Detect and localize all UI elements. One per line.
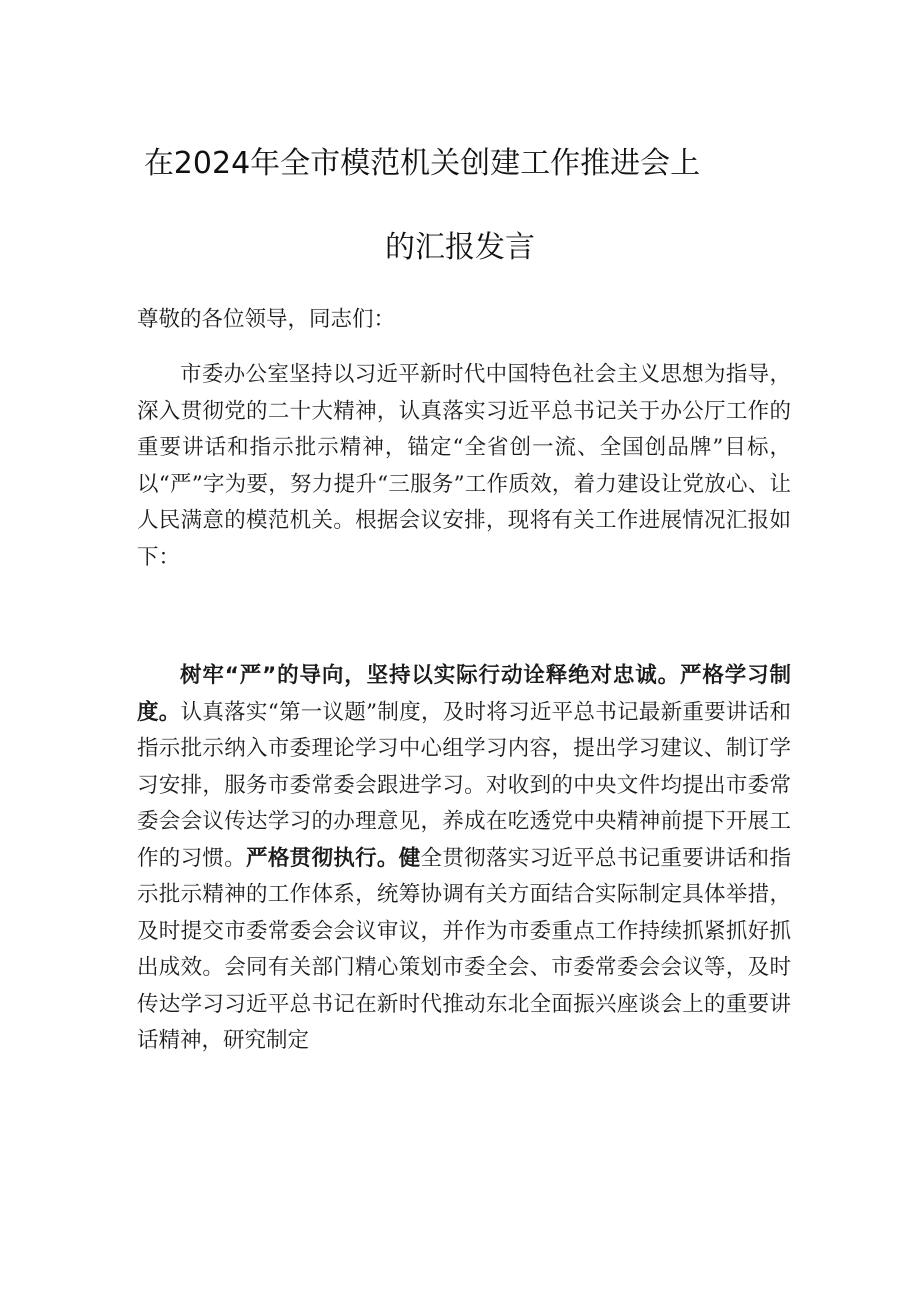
paragraph-intro: 市委办公室坚持以习近平新时代中国特色社会主义思想为指导，深入贯彻党的二十大精神，认真落实习近平总书记关于办公厅工作的重要讲话和指示批示精神，锚定“全省创一流、全国创品牌”目标，以“严”字为要，努力提升“三服务”工作质效，着力建设让党放心、让人民满意的模范机关。根据会议安排，现将有关工作进展情况汇报如下：	[137, 362, 791, 570]
paragraph-text-study: 认真落实“第一议题”制度，及时将习近平总书记最新重要讲话和指示批示纳入市委理论学习中心组学习内容，提出学习建议、制订学习安排，服务市委常委会跟进学习。对收到的中央文件均提出市委常委会会议传达学习的办理意见，养成在吃透党中央精神前提下开展工作的习惯。	[137, 699, 791, 871]
paragraph-text-implementation: 全贯彻落实习近平总书记重要讲话和指示批示精神的工作体系，统筹协调有关方面结合实际制定具体举措，及时提交市委常委会会议审议，并作为市委重点工作持续抓紧抓好抓出成效。会同有关部门精心策划市委全会、市委常委会会议等，及时传达学习习近平总书记在新时代推动东北全面振兴座谈会上的重要讲话精神，研究制定	[137, 845, 791, 1053]
subheading-implementation: 严格贯彻执行。	[246, 845, 399, 871]
salutation: 尊敬的各位领导，同志们：	[137, 307, 396, 332]
subheading-study-system: 严格学习制度。	[137, 663, 791, 725]
paragraph-section-1	[137, 658, 791, 1060]
section-heading: 树牢“严”的导向，坚持以实际行动诠释绝对忠诚。	[180, 663, 680, 688]
document-title-line-2: 的汇报发言	[385, 230, 535, 265]
document-title-line-1: 在2024年全市模范机关创建工作推进会上	[143, 146, 701, 181]
bold-character: 健	[398, 845, 421, 871]
